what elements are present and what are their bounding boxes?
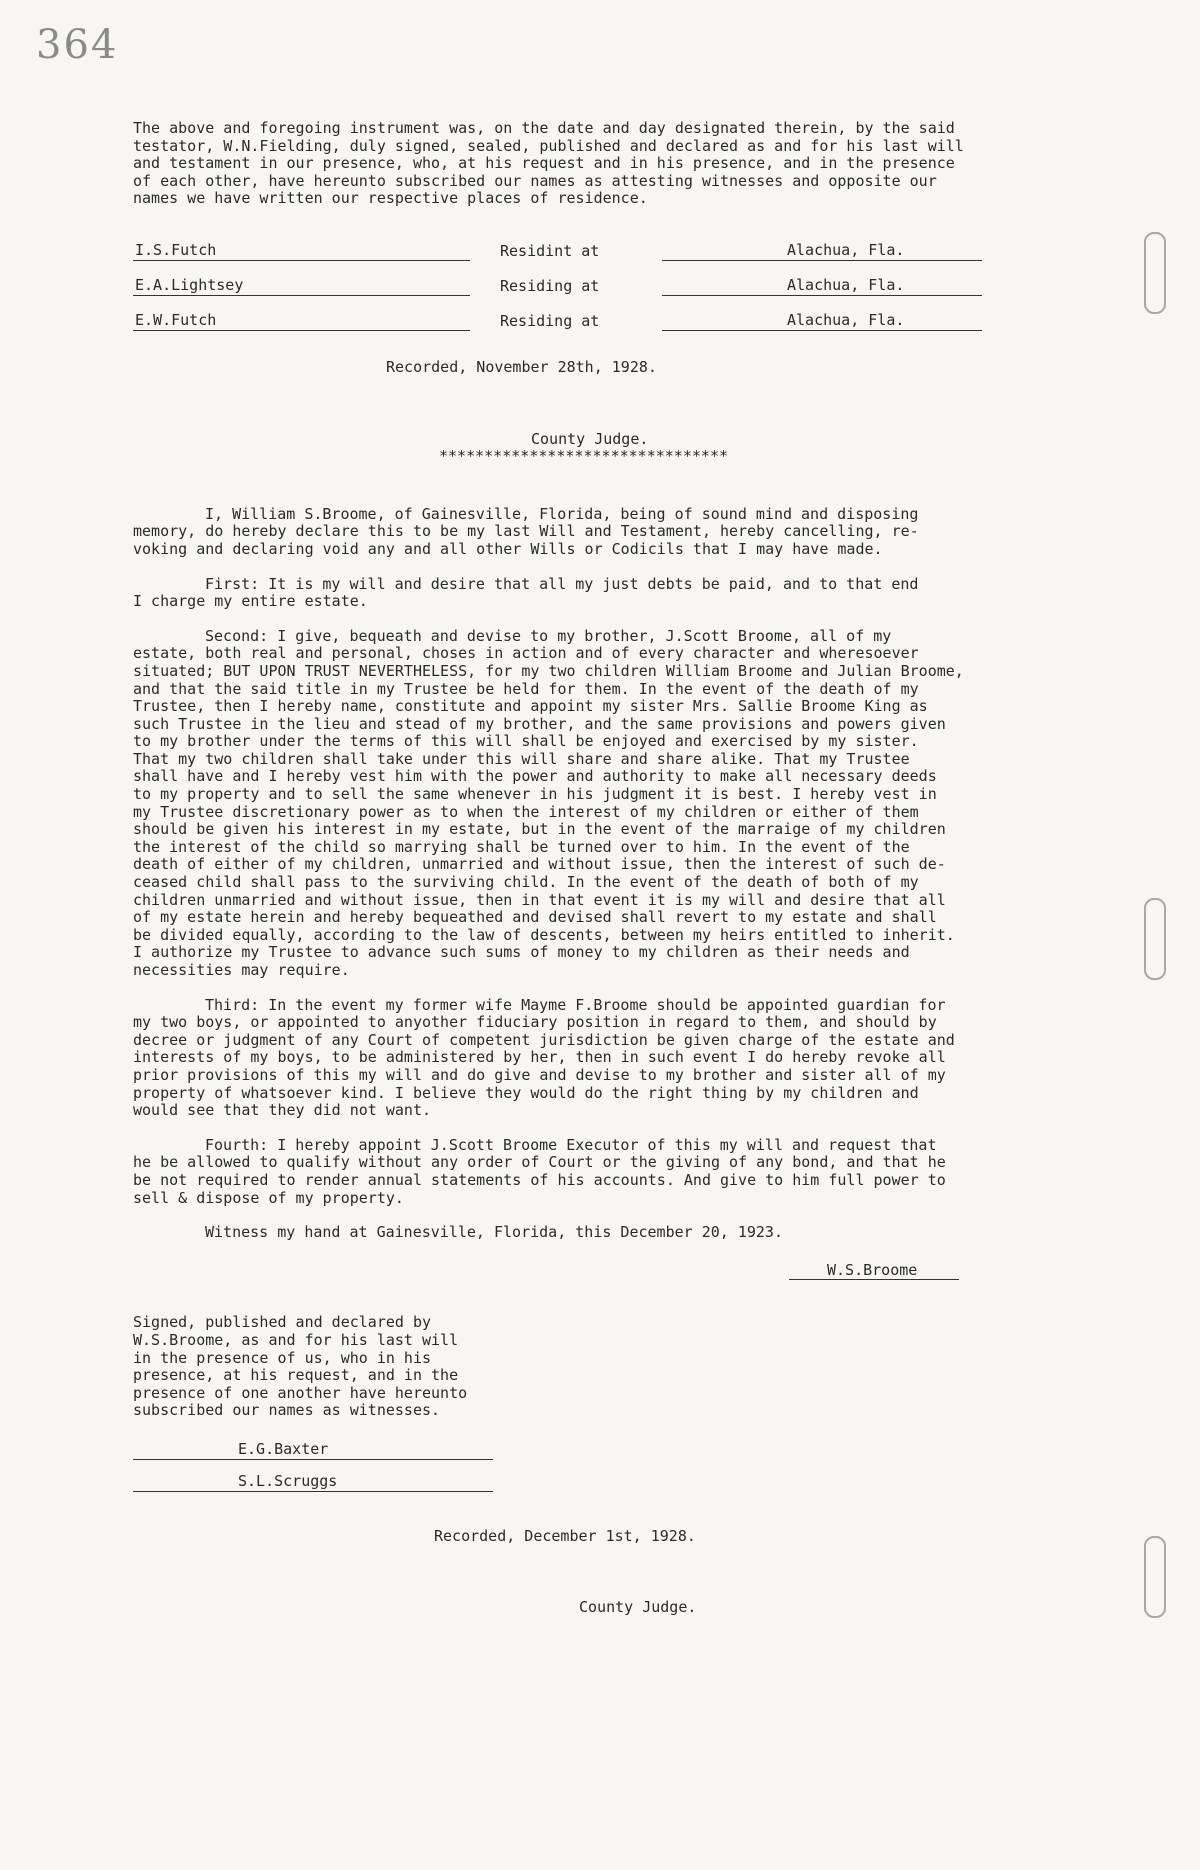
testator-signature-name: W.S.Broome	[789, 1262, 959, 1281]
witness-residence: Alachua, Fla.	[662, 277, 982, 296]
will-witnesses	[133, 1428, 1083, 1492]
separator: ********************************	[439, 447, 728, 466]
will-third-clause: Third: In the event my former wife Mayme F.Broome should be appointed guardian for my two boys, or appointed to anyother fiduciary position in regard to them, and should by decree or judgment of any Court of competent jurisdiction be given charge of the estate and interests of my boys, to be administered by her, then in such event I do hereby revoke all prior provisions of this my will and do give and devise to my brother and sister all of my property of whatsoever kind. I believe they would do the right thing by my children and would see that they did not want.	[133, 995, 955, 1120]
will-witness-line	[133, 1460, 493, 1492]
witness-row	[133, 261, 1083, 296]
binder-hole	[1144, 898, 1166, 980]
testator-signature	[133, 1262, 1083, 1281]
will-witness-name: S.L.Scruggs	[238, 1472, 338, 1491]
will-witness-line	[133, 1428, 493, 1460]
county-judge-label: County Judge.	[531, 429, 649, 448]
will-witness-name: E.G.Baxter	[238, 1440, 329, 1459]
attestation-clause: The above and foregoing instrument was, on the date and day designated therein, by the said testator, W.N.Fielding, duly signed, sealed, published and declared as and for his last will and testament in our presence, who, at his request and in his presence, and in the presence of each other, have hereunto subscribed our names as attesting witnesses and opposite our names we have written our respective places of residence.	[133, 119, 964, 208]
witness-row	[133, 226, 1083, 261]
will-county-judge-label: County Judge.	[579, 1598, 697, 1617]
page-number: 364	[36, 22, 119, 68]
witness-name: E.A.Lightsey	[133, 277, 470, 296]
witness-residence-label: Residint at	[500, 242, 600, 261]
document-body	[133, 120, 1083, 1617]
will-intro: I, William S.Broome, of Gainesville, Florida, being of sound mind and disposing memory, do hereby declare this to be my last Will and Testament, hereby cancelling, re- voking and declaring void any and all other Wills or Codicils that I may have made.	[133, 504, 919, 558]
witness-residence: Alachua, Fla.	[662, 312, 982, 331]
recorded-date: Recorded, November 28th, 1928.	[386, 357, 657, 376]
witness-name: I.S.Futch	[133, 242, 470, 261]
will-fourth-clause: Fourth: I hereby appoint J.Scott Broome Executor of this my will and request that he be allowed to qualify without any order of Court or the giving of any bond, and that he be not required to render annual statements of his accounts. And give to him full power to sell & dispose of my property.	[133, 1135, 946, 1207]
will-second-clause: Second: I give, bequeath and devise to my brother, J.Scott Broome, all of my estate, both real and personal, choses in action and of every character and wheresoever situated; BUT UPON TRUST NEVERTHELESS, for my two children William Broome and Julian Broome, and that the said title in my Trustee be held for them. In the event of the death of my Trustee, then I hereby name, constitute and appoint my sister Mrs. Sallie Broome King as such Trustee in the lieu and stead of my brother, and the same provisions and powers given to my brother under the terms of this will shall be enjoyed and exercised by my sister. That my two children shall take under this will share and share alike. That my Trustee shall have and I hereby vest him with the power and authority to make all necessary deeds to my property and to sell the same whenever in his judgment it is best. I hereby vest in my Trustee discretionary power as to when the interest of my children or either of them should be given his interest in my estate, but in the event of the marraige of my children the interest of the child so marrying shall be turned over to him. In the event of the death of either of my children, unmarried and without issue, then the interest of such de- ceased child shall pass to the surviving child. In the event of the death of both of my children unmarried and without issue, then in that event it is my will and desire that all of my estate herein and hereby bequeathed and devised shall revert to my estate and shall be divided equally, according to the law of descents, between my heirs entitled to inherit. I authorize my Trustee to advance such sums of money to my children as their needs and necessities may require.	[133, 626, 964, 979]
witness-residence-label: Residing at	[500, 312, 600, 331]
witness-name: E.W.Futch	[133, 312, 470, 331]
witness-my-hand: Witness my hand at Gainesville, Florida, this December 20, 1923.	[205, 1223, 783, 1242]
will-attestation-clause: Signed, published and declared by W.S.Broome, as and for his last will in the presence of us, who in his presence, at his request, and in the presence of one another have hereunto subscribed our names as witnesses.	[133, 1313, 468, 1420]
will-recorded-date: Recorded, December 1st, 1928.	[434, 1526, 696, 1545]
witness-row	[133, 296, 1083, 331]
witness-residence: Alachua, Fla.	[662, 242, 982, 261]
binder-hole	[1144, 232, 1166, 314]
will-first-clause: First: It is my will and desire that all my just debts be paid, and to that end I charge my entire estate.	[133, 574, 919, 611]
witness-table	[133, 226, 1083, 331]
binder-hole	[1144, 1536, 1166, 1618]
witness-residence-label: Residing at	[500, 277, 600, 296]
